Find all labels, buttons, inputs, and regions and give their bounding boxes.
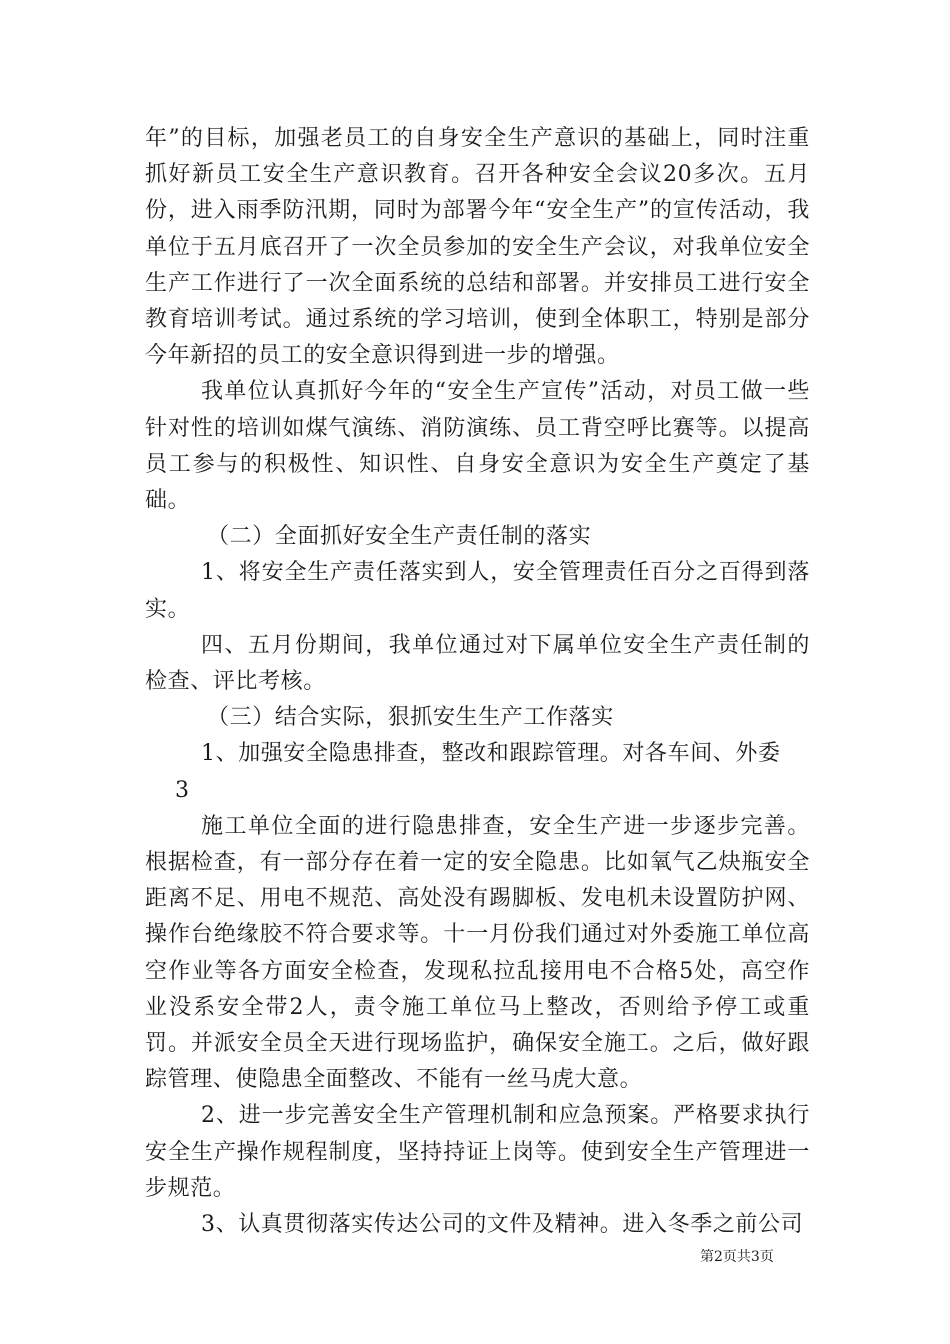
paragraph-2: 我单位认真抓好今年的“安全生产宣传”活动，对员工做一些针对性的培训如煤气演练、消防演练、员工背空呼比赛等。以提高员工参与的积极性、知识性、自身安全意识为安全生产奠定了基础。 (145, 379, 810, 514)
paragraph-1: 年”的目标，加强老员工的自身安全生产意识的基础上，同时注重抓好新员工安全生产意识教育。召开各种安全会议20多次。五月份，进入雨季防汛期，同时为部署今年“安全生产”的宣传活动，我单位于五月底召开了一次全员参加的安全生产会议，对我单位安全生产工作进行了一次全面系统的总结和部署。并安排员工进行安全教育培训考试。通过系统的学习培训，使到全体职工，特别是部分今年新招的员工的安全意识得到进一步的增强。 (145, 126, 810, 369)
paragraph-3: 1、将安全生产责任落实到人，安全管理责任百分之百得到落实。 (145, 560, 810, 622)
paragraph-6: 施工单位全面的进行隐患排查，安全生产进一步逐步完善。根据检查，有一部分存在着一定的安全隐患。比如氧气乙炔瓶安全距离不足、用电不规范、高处没有踢脚板、发电机未设置防护网、操作台绝缘胶不符合要求等。十一月份我们通过对外委施工单位高空作业等各方面安全检查，发现私拉乱接用电不合格5处，高空作业没系安全带2人，责令施工单位马上整改，否则给予停工或重罚。并派安全员全天进行现场监护，确保安全施工。之后，做好跟踪管理、使隐患全面整改、不能有一丝马虎大意。 (145, 813, 810, 1093)
paragraph-8: 3、认真贯彻落实传达公司的文件及精神。进入冬季之前公司 (201, 1212, 804, 1238)
section-heading-3: （三）结合实际，狠抓安生生产工作落实 (207, 705, 614, 731)
paragraph-5: 1、加强安全隐患排查，整改和跟踪管理。对各车间、外委 (201, 741, 781, 767)
page-footer: 第2页共3页 (700, 1249, 774, 1265)
paragraph-4: 四、五月份期间，我单位通过对下属单位安全生产责任制的检查、评比考核。 (145, 632, 810, 695)
paragraph-7: 2、进一步完善安全生产管理机制和应急预案。严格要求执行安全生产操作规程制度，坚持持证上岗等。使到安全生产管理进一步规范。 (145, 1103, 810, 1201)
document-body (145, 121, 810, 1243)
section-heading-2: （二）全面抓好安全生产责任制的落实 (207, 524, 592, 550)
inline-page-number: 3 (175, 777, 190, 803)
